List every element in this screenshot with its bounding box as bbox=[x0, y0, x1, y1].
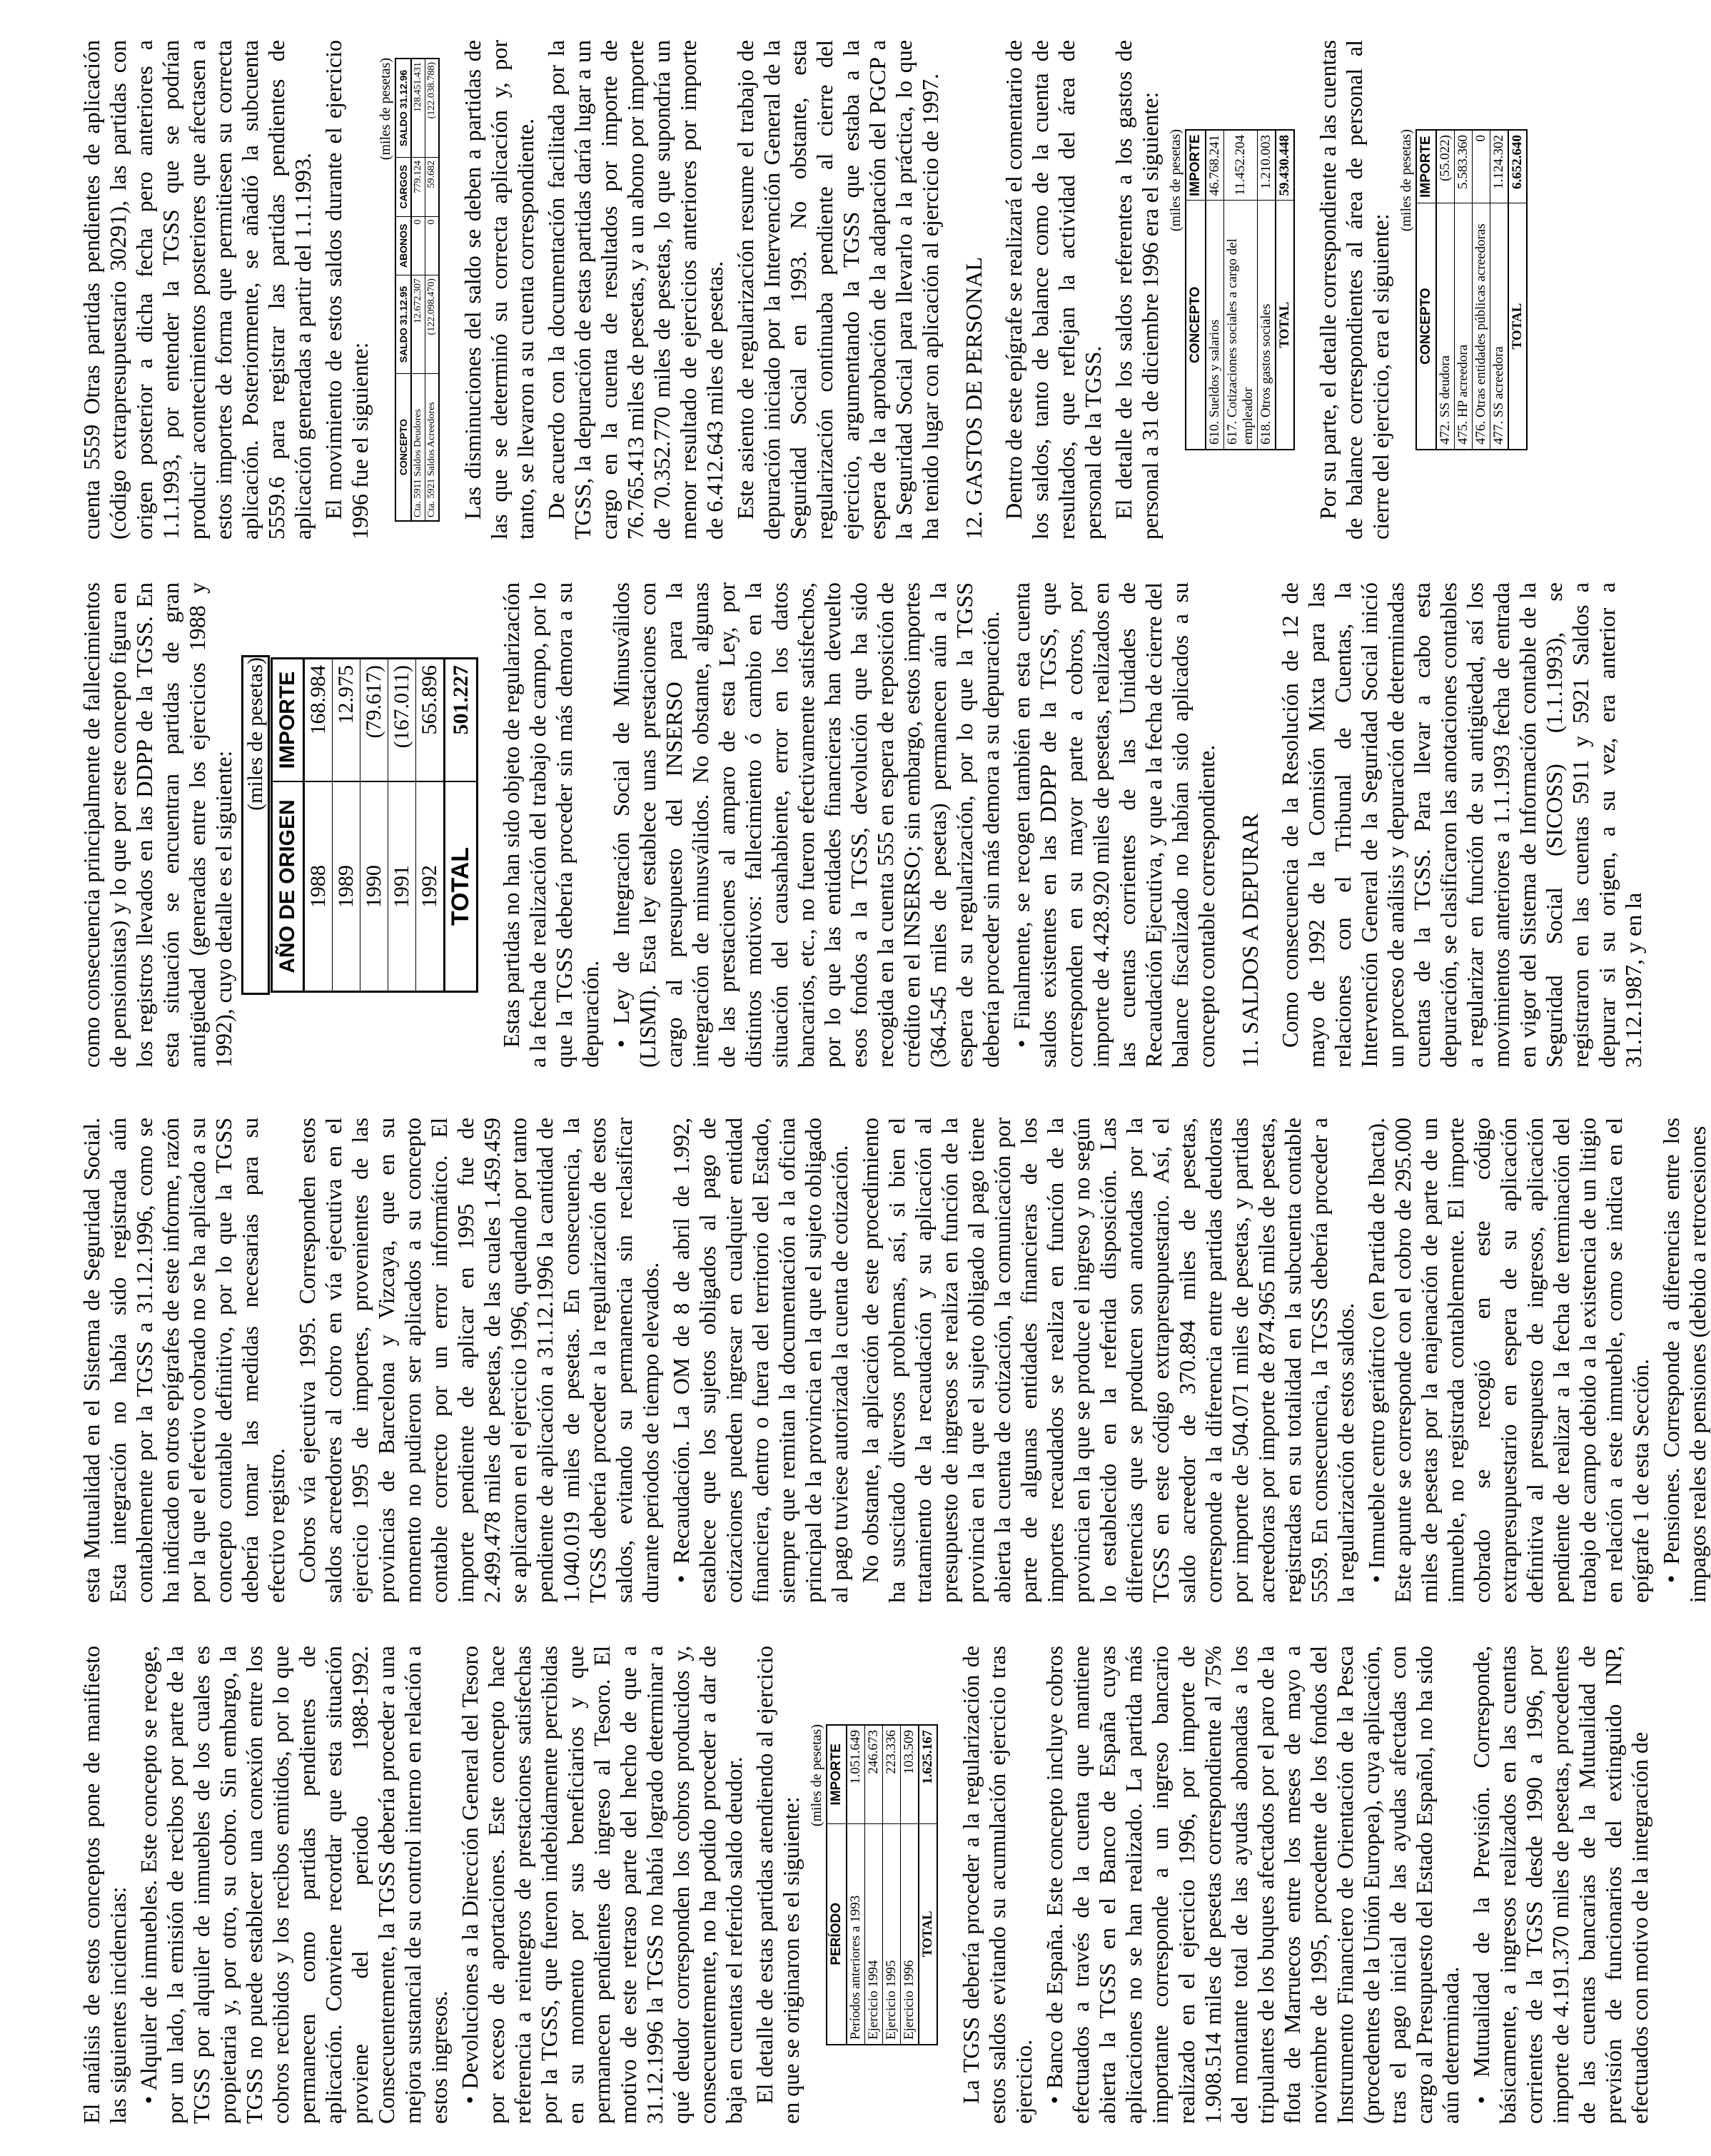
paragraph: • Pensiones. Corresponde a diferencias entre los impagos reales de pensiones (debido a retrocesiones bbox=[1658, 1118, 1710, 1603]
table-header-cell: IMPORTE bbox=[1416, 130, 1436, 203]
table-cell: 1.124.302 bbox=[1490, 130, 1509, 203]
paragraph: • Ley de Integración Social de Minusválidos (LISMI). Esta ley establece unas prestaciones con cargo al presupuesto del INSERSO para la integración de minusválidos. No obstante, algunas de las prestaciones al amparo de esta Ley, por distintos motivos: fallecimiento ó cambio en la situación del causahabiente, error en los datos bancarios, etc., no fueron efectivamente satisfechos, por lo que las entidades financieras han devuelto esos fondos a la TGSS, devolución que ha sido recogida en la cuenta 555 en espera de reposición de crédito en el INSERSO; sin embargo, estos importes (364.545 miles de pesetas) permanecen aún a la espera de su regularización, por lo que la TGSS debería proceder sin más demora a su depuración. bbox=[608, 582, 1004, 1068]
paragraph: como consecuencia principalmente de fallecimientos de pensionistas) y lo que por este concepto figura en los registros llevados en las DDPP de la TGSS. En esta situación se encuentran partidas de gran antigüedad (generadas entre los ejercicios 1988 y 1992), cuyo detalle es el siguiente: bbox=[79, 582, 236, 1068]
table-header-row bbox=[1416, 130, 1436, 450]
paragraph: Dentro de este epígrafe se realizará el comentario de los saldos, tanto de balance como de la cuenta de resultados, que reflejan la actividad del área de personal de la TGSS. bbox=[1001, 40, 1106, 540]
table-cell: Ejercicio 1996 bbox=[901, 1823, 919, 2045]
table-row bbox=[1224, 130, 1258, 450]
paragraph: • Inmueble centro geriátrico (en Partida de Ibacta). Este apunte se corresponde con el cobro de 295.000 miles de pesetas por la enajenación de parte de un inmueble, no registrada contablemente. El importe cobrado se recogió en este código extrapresupuestario en espera de su aplicación definitiva al presupuesto de ingresos, aplicación pendiente de realizar a la fecha de terminación del trabajo de campo debido a la existencia de un litigio en relación a este inmueble, como se indica en el epígrafe 1 de esta Sección. bbox=[1363, 1118, 1653, 1603]
table-header-cell: PERÍODO bbox=[827, 1823, 847, 2045]
table-row bbox=[411, 59, 425, 521]
table-units-caption: (miles de pesetas) bbox=[1168, 129, 1183, 232]
table-row bbox=[901, 1725, 919, 2045]
section-heading: 11. SALDOS A DEPURAR bbox=[1237, 813, 1263, 1068]
paragraph: • Alquiler de inmuebles. Este concepto se recoge, por un lado, la emisión de recibos por parte de la TGSS por alquiler de inmuebles de los cuales es propietaria y, por otro, su cobro. Sin embargo, la TGSS no puede establecer una conexión entre los cobros recibidos y los recibos emitidos, por lo que permanecen como partidas pendientes de aplicación. Conviene recordar que esta situación proviene del periodo 1988-1992. Consecuentemente, la TGSS debería proceder a una mejora sustancial de su control interno en relación a estos ingresos. bbox=[136, 1646, 452, 2124]
table-header-row bbox=[272, 659, 304, 992]
table-header-cell: ABONOS bbox=[395, 216, 411, 275]
table-cell: 1992 bbox=[416, 781, 445, 991]
table-cell: (167.011) bbox=[388, 659, 416, 782]
table-header-row bbox=[395, 59, 411, 521]
table-header-cell: IMPORTE bbox=[1186, 130, 1206, 201]
table-cell: Ejercicio 1994 bbox=[865, 1823, 883, 2045]
paragraph: No obstante, la aplicación de este procedimiento ha suscitado diversos problemas, así, si bien el tratamiento de la recaudación y su aplicación al presupuesto de ingresos se realiza en función de la provincia en la que el sujeto obligado al pago tiene abierta la cuenta de cotización, la comunicación por parte de algunas entidades financieras de los importes recaudados se realiza en función de la provincia en la que se produce el ingreso y no según lo establecido en la referida disposición. Las diferencias que se producen son anotadas por la TGSS en este código extrapresupuestario. Así, el saldo acreedor de 370.894 miles de pesetas, corresponde a la diferencia entre partidas deudoras por importe de 504.071 miles de pesetas, y partidas acreedoras por importe de 874.965 miles de pesetas, registradas en su totalidad en la subcuenta contable 5559. En consecuencia, la TGSS debería proceder a la regularización de estos saldos. bbox=[857, 1118, 1358, 1603]
table-cell: 610. Sueldos y salarios bbox=[1206, 201, 1224, 450]
table-total-row bbox=[1276, 130, 1294, 450]
table-row bbox=[1490, 130, 1509, 450]
paragraph: • Finalmente, se recogen también en esta cuenta saldos existentes en las DDPP de la TGSS, que corresponden en su mayor parte a cobros, por importe de 4.428.920 miles de pesetas, realizados en las cuentas corrientes de las Unidades de Recaudación Ejecutiva, y que a la fecha de cierre del balance fiscalizado no habían sido aplicados a su concepto contable correspondiente. bbox=[1009, 582, 1219, 1068]
table-cell: 59.682 bbox=[425, 158, 440, 217]
table-cell: 11.452.204 bbox=[1224, 130, 1258, 201]
table-row bbox=[416, 659, 445, 992]
table-row bbox=[1473, 130, 1490, 450]
paragraph: • Devoluciones a la Dirección General del Tesoro por exceso de aportaciones. Este concepto hace referencia a reintegros de prestaciones satisfechas por la TGSS, que fueron indebidamente percibidas en su momento por sus beneficiarios y que permanecen pendientes de ingreso al Tesoro. El motivo de este retraso parte del hecho de que a 31.12.1996 la TGSS no había logrado determinar a qué deudor corresponden los cobros producidos y, consecuentemente, no ha podido proceder a dar de baja en cuentas el referido saldo deudor. bbox=[457, 1646, 747, 2124]
paragraph: • Banco de España. Este concepto incluye cobros efectuados a través de la cuenta que mantiene abierta la TGSS en el Banco de España cuyas aplicaciones no se han realizado. La partida más importante corresponde a un ingreso bancario realizado en el ejercicio 1996, por importe de 1.908.514 miles de pesetas correspondiente al 75% del montante total de las ayudas abonadas a los tripulantes de los buques afectados por el paro de la flota de Marruecos entre los meses de mayo a noviembre de 1995, procedente de los fondos del Instrumento Financiero de Orientación de la Pesca (procedentes de la Unión Europea), cuya aplicación, tras el pago inicial de las ayudas afectadas con cargo al Presupuesto del Estado Español, no ha sido aún determinada. bbox=[1041, 1646, 1463, 2124]
table-cell: 1989 bbox=[333, 781, 360, 991]
paragraph: De acuerdo con la documentación facilitada por la TGSS, la depuración de estas partidas daría lugar a un cargo en la cuenta de resultados por importe de 76.765.413 miles de pesetas, y a un abono por importe de 70.352.770 miles de pesetas, lo que supondría un menor resultado de ejercicios anteriores por importe de 6.412.643 miles de pesetas. bbox=[543, 40, 727, 540]
table-cell: 472. SS deudora bbox=[1436, 203, 1455, 450]
column-4 bbox=[79, 40, 1627, 540]
paragraph: esta Mutualidad en el Sistema de Seguridad Social. Esta integración no había sido registrada aún contablemente por la TGSS a 31.12.1996, como se ha indicado en otros epígrafes de este informe, razón por la que el efectivo cobrado no se ha aplicado a su concepto contable definitivo, por lo que la TGSS debería tomar las medidas necesarias para su efectivo registro. bbox=[79, 1118, 289, 1603]
paragraph: Este asiento de regularización resume el trabajo de depuración iniciado por la Intervención General de la Seguridad Social en 1993. No obstante, esta regularización continuaba pendiente al cierre del ejercicio, argumentando la TGSS que estaba a la espera de la aprobación de la adaptación del PGCP a la Seguridad Social para llevarlo a la práctica, lo que ha tenido lugar con aplicación al ejercicio de 1997. bbox=[732, 40, 943, 540]
table-header-row bbox=[827, 1725, 847, 2045]
table-total-row bbox=[1508, 130, 1527, 450]
table-block bbox=[1398, 40, 1528, 540]
table-row bbox=[1436, 130, 1455, 450]
paragraph: El detalle de los saldos referentes a los gastos de personal a 31 de diciembre 1996 era el siguiente: bbox=[1111, 40, 1163, 540]
table-total-cell: 59.430.448 bbox=[1276, 130, 1294, 201]
table-row bbox=[1455, 130, 1473, 450]
table-cell: 1990 bbox=[360, 781, 388, 991]
table-cell: 0 bbox=[1473, 130, 1490, 203]
table-block bbox=[1168, 40, 1295, 540]
table-cell: 168.984 bbox=[304, 659, 333, 782]
paragraph: Como consecuencia de la Resolución de 12 de mayo de 1992 de la Comisión Mixta para las relaciones con el Tribunal de Cuentas, la Intervención General de la Seguridad Social inició un proceso de análisis y depuración de determinadas cuentas de la TGSS. Para llevar a cabo esta depuración, se clasificaron las anotaciones contables a regularizar en función de su antigüedad, así los movimientos anteriores a 1.1.1993 fecha de entrada en vigor del Sistema de Información contable de la Seguridad Social (SICOSS) (1.1.1993), se registraron en las cuentas 5911 y 5921 Saldos a depurar si su origen, a su vez, era anterior a 31.12.1987, y en la bbox=[1277, 582, 1646, 1068]
table-total-cell: 1.625.167 bbox=[919, 1725, 937, 1823]
table-row bbox=[883, 1725, 901, 2045]
paragraph: cuenta 5559 Otras partidas pendientes de aplicación (código extrapresupuestario 30291), las partidas con origen posterior a dicha fecha pero anteriores a 1.1.1993, por entender la TGSS que se podrían producir acontecimientos posteriores que afectasen a estos importes de forma que permitiesen su correcta aplicación. Posteriormente, se añadió la subcuenta 5559.6 para registrar las partidas pendientes de aplicación generadas a partir del 1.1.1993. bbox=[79, 40, 316, 540]
table-cell: 476. Otras entidades públicas acreedoras bbox=[1473, 203, 1490, 450]
table-cell: Ejercicio 1995 bbox=[883, 1823, 901, 2045]
table-cell: 1988 bbox=[304, 781, 333, 991]
column-3 bbox=[79, 582, 1646, 1068]
table-cell: 5.583.360 bbox=[1455, 130, 1473, 203]
table-header-cell: CARGOS bbox=[395, 158, 411, 217]
table-cell: 475. HP acreedora bbox=[1455, 203, 1473, 450]
table-row bbox=[388, 659, 416, 992]
paragraph: • Recaudación. La OM de 8 de abril de 1.992, establece que los sujetos obligados al pago de cotizaciones pueden ingresar en cualquier entidad financiera, dentro o fuera del territorio del Estado, siempre que remitan la documentación a la oficina principal de la provincia en la que el sujeto obligado al pago tuviese autorizada la cuenta de cotización. bbox=[668, 1118, 852, 1603]
data-table bbox=[1185, 129, 1295, 450]
paragraph: Estas partidas no han sido objeto de regularización a la fecha de realización del trabajo de campo, por lo que la TGSS debería proceder sin más demora a su depuración. bbox=[498, 582, 603, 1068]
table-cell: (122.098.470) bbox=[425, 275, 440, 374]
table-header-cell: CONCEPTO bbox=[395, 374, 411, 521]
table-cell: Períodos anteriores a 1993 bbox=[847, 1823, 865, 2045]
table-row bbox=[333, 659, 360, 992]
paragraph: Cobros vía ejecutiva 1995. Corresponden estos saldos acreedores al cobro en vía ejecutiva en el ejercicio 1995 de importes, provenientes de las provincias de Barcelona y Vizcaya, que en su momento no pudieron ser aplicados a su concepto contable correcto por un error informático. El importe pendiente de aplicar en 1995 fue de 2.499.478 miles de pesetas, de las cuales 1.459.459 se aplicaron en el ejercicio 1996, quedando por tanto pendiente de aplicación a 31.12.1996 la cantidad de 1.040.019 miles de pesetas. En consecuencia, la TGSS debería proceder a la regularización de estos saldos, evitando su permanencia sin reclasificar durante periodos de tiempo elevados. bbox=[294, 1118, 663, 1603]
table-cell: 46.768.241 bbox=[1206, 130, 1224, 201]
table-cell: 103.509 bbox=[901, 1725, 919, 1823]
paragraph: El movimiento de estos saldos durante el ejercicio 1996 fue el siguiente: bbox=[321, 40, 373, 540]
data-table bbox=[395, 58, 440, 522]
table-total-row bbox=[919, 1725, 937, 2045]
table-cell: 12.975 bbox=[333, 659, 360, 782]
table-header-cell: IMPORTE bbox=[827, 1725, 847, 1823]
table-cell: (79.617) bbox=[360, 659, 388, 782]
table-row bbox=[865, 1725, 883, 2045]
table-units-caption: (miles de pesetas) bbox=[809, 1724, 824, 1827]
data-table bbox=[826, 1724, 938, 2045]
table-block bbox=[378, 40, 440, 540]
table-total-cell: 501.227 bbox=[445, 659, 478, 782]
table-cell: 223.336 bbox=[883, 1725, 901, 1823]
table-total-cell: TOTAL bbox=[445, 781, 478, 991]
paragraph: • Mutualidad de la Previsión. Corresponde, básicamente, a ingresos realizados en las cuentas corrientes de la TGSS desde 1990 a 1996, por importe de 4.191.370 miles de pesetas, procedentes de las cuentas bancarias de la Mutualidad de previsión de funcionarios del extinguido INP, efectuados con motivo de la integración de bbox=[1468, 1646, 1652, 2124]
table-row bbox=[304, 659, 333, 992]
table-header-cell: SALDO 31.12.95 bbox=[395, 275, 411, 374]
table-block bbox=[809, 1646, 938, 2124]
table-row bbox=[425, 59, 440, 521]
table-cell: 1.210.003 bbox=[1258, 130, 1276, 201]
table-cell: 1.051.649 bbox=[847, 1725, 865, 1823]
table-cell: 477. SS acreedora bbox=[1490, 203, 1509, 450]
table-cell: 1991 bbox=[388, 781, 416, 991]
table-total-row bbox=[445, 659, 478, 992]
section-heading: 12. GASTOS DE PERSONAL bbox=[961, 257, 986, 540]
column-1 bbox=[79, 1646, 1652, 2124]
column-2 bbox=[79, 1118, 1710, 1603]
paragraph: El detalle de estas partidas atendiendo al ejercicio en que se originaron es el siguiente: bbox=[752, 1646, 804, 2124]
table-cell: 0 bbox=[425, 216, 440, 275]
table-row bbox=[847, 1725, 865, 2045]
table-cell: 246.673 bbox=[865, 1725, 883, 1823]
table-cell: Cta. 5921 Saldos Acreedores bbox=[425, 374, 440, 521]
table-row bbox=[360, 659, 388, 992]
table-row bbox=[1258, 130, 1276, 450]
table-cell: 12.672.307 bbox=[411, 275, 425, 374]
table-total-cell: TOTAL bbox=[919, 1823, 937, 2045]
table-units-caption: (miles de pesetas) bbox=[378, 58, 393, 161]
paragraph: Por su parte, el detalle correspondiente a las cuentas de balance correspondientes al área de personal al cierre del ejercicio, era el siguiente: bbox=[1315, 40, 1393, 540]
table-header-cell: CONCEPTO bbox=[1416, 203, 1436, 450]
paragraph: La TGSS debería proceder a la regularización de estos saldos evitando su acumulación ejercicio tras ejercicio. bbox=[958, 1646, 1036, 2124]
table-cell: 618. Otros gastos sociales bbox=[1258, 201, 1276, 450]
table-cell: 565.896 bbox=[416, 659, 445, 782]
table-total-cell: TOTAL bbox=[1276, 201, 1294, 450]
table-cell: 128.451.431 bbox=[411, 59, 425, 158]
table-header-cell: AÑO DE ORIGEN bbox=[272, 781, 304, 991]
table-units-caption: (miles de pesetas) bbox=[241, 655, 270, 995]
table-cell: (122.038.788) bbox=[425, 59, 440, 158]
table-row bbox=[1206, 130, 1224, 450]
table-total-cell: 6.652.640 bbox=[1508, 130, 1527, 203]
table-header-row bbox=[1186, 130, 1206, 450]
paragraph: El análisis de estos conceptos pone de manifiesto las siguientes incidencias: bbox=[79, 1646, 131, 2124]
data-table bbox=[1415, 129, 1528, 450]
table-cell: (55.022) bbox=[1436, 130, 1455, 203]
table-cell: 0 bbox=[411, 216, 425, 275]
table-units-caption: (miles de pesetas) bbox=[1398, 129, 1414, 232]
table-cell: Cta. 5911 Saldos Deudores bbox=[411, 374, 425, 521]
table-total-cell: TOTAL bbox=[1508, 203, 1527, 450]
data-table bbox=[271, 657, 478, 993]
table-header-cell: SALDO 31.12.96 bbox=[395, 59, 411, 158]
table-block bbox=[241, 582, 478, 1068]
paragraph: Las disminuciones del saldo se deben a partidas de las que se determinó su correcta aplicación y, por tanto, se llevaron a su cuenta correspondiente. bbox=[460, 40, 538, 540]
table-header-cell: IMPORTE bbox=[272, 659, 304, 782]
table-cell: 617. Cotizaciones sociales a cargo del empleador bbox=[1224, 201, 1258, 450]
table-cell: 779.124 bbox=[411, 158, 425, 217]
table-header-cell: CONCEPTO bbox=[1186, 201, 1206, 450]
